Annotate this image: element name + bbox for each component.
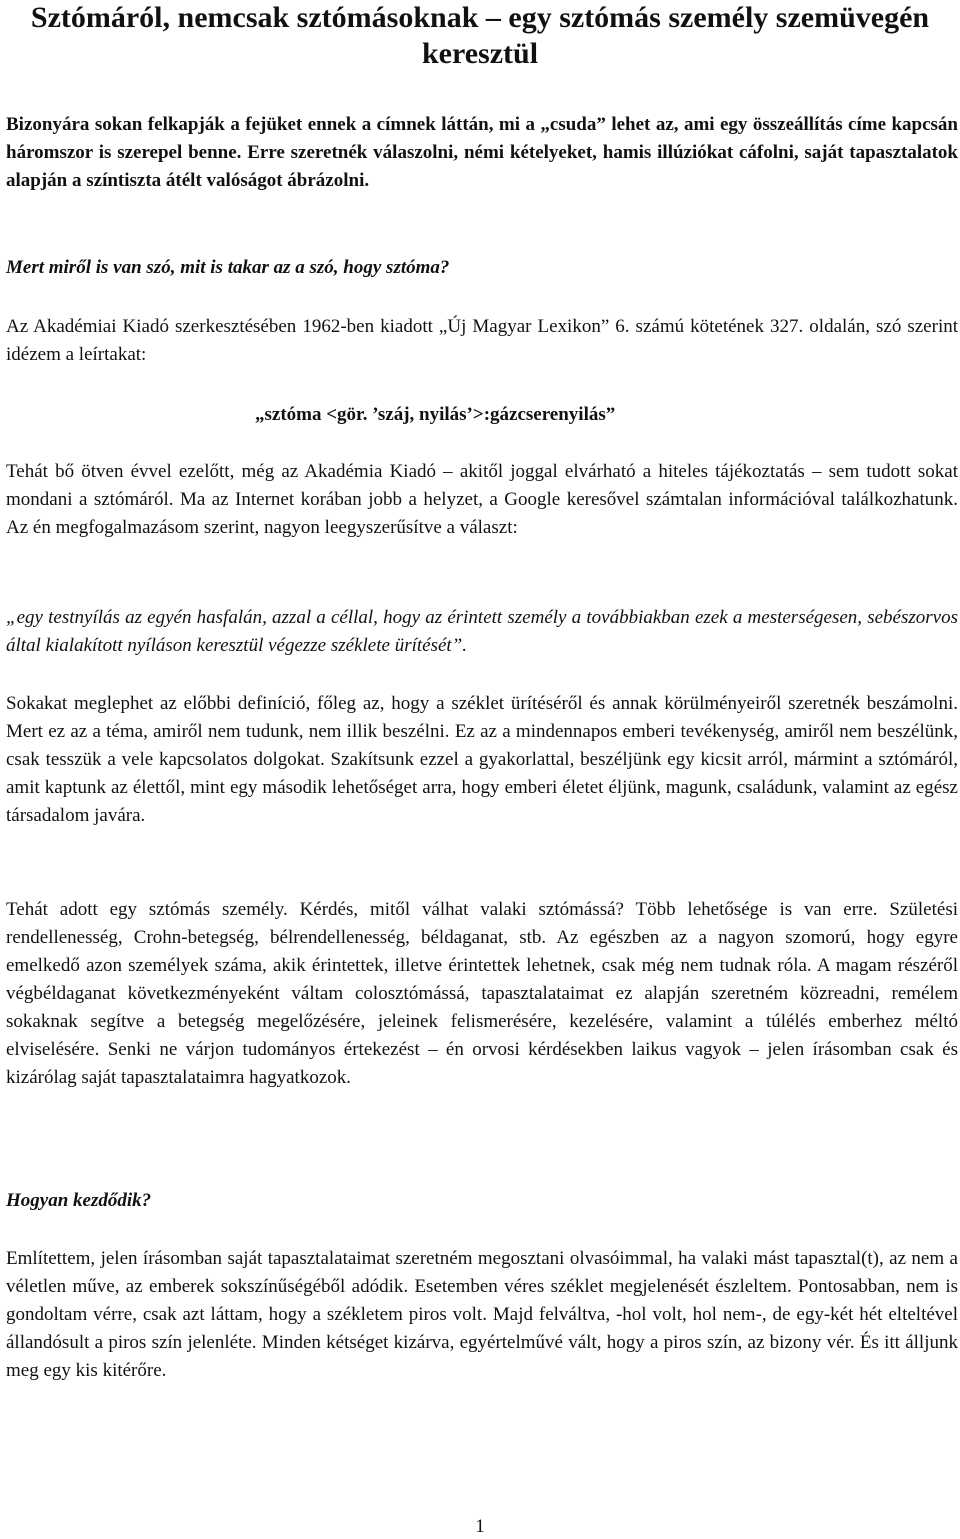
lexicon-intro-paragraph: Az Akadémiai Kiadó szerkesztésében 1962-ben kiadott „Új Magyar Lexikon” 6. számú kötetének 327. oldalán, szó szerint idézem a leírtakat:: [6, 316, 958, 365]
paragraph-3: Tehát adott egy sztómás személy. Kérdés, mitől válhat valaki sztómássá? Több lehetősége is van erre. Születési rendellenesség, Crohn-betegség, bélrendellenesség, béldaganat, stb. Az egészben az a nagyon szomorú, hogy egyre emelkedő azon személyek száma, akik érintettek, illetve érintettek lehetnek, csak még nem tudnak róla. A magam részéről végbéldaganat következményeként váltam colosztómássá, tapasztalataimat ez alapján szeretném közreadni, remélem sokaknak segítve a betegség megelőzésére, jeleinek felismerésére, kezelésére, valamint a túlélés emberhez méltó elviselésére. Senki ne várjon tudományos értekezést – én orvosi kérdésekben laikus vagyok – jelen írásomban csak és kizárólag saját tapasztalataimra hagyatkozok.: [6, 899, 958, 1088]
section-heading-start: Hogyan kezdődik?: [6, 1190, 152, 1211]
paragraph-2: Sokakat meglephet az előbbi definíció, főleg az, hogy a széklet ürítéséről és annak körülményeiről szeretnék beszámolni. Mert ez az a téma, amiről nem tudunk, nem illik beszélni. Ez az a mindennapos emberi tevékenység, amiről nem beszélünk, csak tesszük a vele kapcsolatos dolgokat. Szakítsunk ezzel a gyakorlattal, beszéljünk egy kicsit arról, mármint a sztómáról, amit kaptunk az élettől, mint egy második lehetőséget arra, hogy emberi életet éljünk, magunk, családunk, valamint az egész társadalom javára.: [6, 693, 958, 826]
intro-paragraph: Bizonyára sokan felkapják a fejüket ennek a címnek láttán, mi a „csuda” lehet az, ami egy összeállítás címe kapcsán háromszor is szerepel benne. Erre szeretnék válaszolni, némi kételyeket, hamis illúziókat cáfolni, saját tapasztalatok alapján a színtiszta átélt valóságot ábrázolni.: [6, 114, 958, 191]
definition-quote: „egy testnyílás az egyén hasfalán, azzal a céllal, hogy az érintett személy a továbbiakban ezek a mesterségesen, sebészorvos által kialakított nyíláson keresztül végezze széklete ürítését”.: [6, 607, 958, 656]
document-title: Sztómáról, nemcsak sztómásoknak – egy sztómás személy szemüvegén keresztül: [30, 1, 930, 70]
question-heading: Mert miről is van szó, mit is takar az a szó, hogy sztóma?: [6, 257, 450, 278]
paragraph-1: Tehát bő ötven évvel ezelőtt, még az Akadémia Kiadó – akitől joggal elvárható a hiteles tájékoztatás – sem tudott sokat mondani a sztómáról. Ma az Internet korában jobb a helyzet, a Google keresővel számtalan információval találkozhatunk. Az én megfogalmazásom szerint, nagyon leegyszerűsítve a választ:: [6, 461, 958, 538]
lexicon-definition: „sztóma <gör. ’száj, nyilás’>:gázcserenyilás”: [255, 404, 616, 425]
page-number: 1: [475, 1516, 485, 1537]
paragraph-4: Említettem, jelen írásomban saját tapasztalataimat szeretném megosztani olvasóimmal, ha valaki mást tapasztal(t), az nem a véletlen műve, az emberek sokszínűségéből adódik. Esetemben véres széklet megjelenését észleltem. Pontosabban, nem is gondoltam vérre, csak azt láttam, hogy a székletem piros volt. Majd felváltva, -hol volt, hol nem-, de egy-két hét elteltével állandósult a piros szín jelenléte. Minden kétséget kizárva, egyértelművé vált, hogy a piros szín, az bizony vér. És itt álljunk meg egy kis kitérőre.: [6, 1248, 958, 1381]
